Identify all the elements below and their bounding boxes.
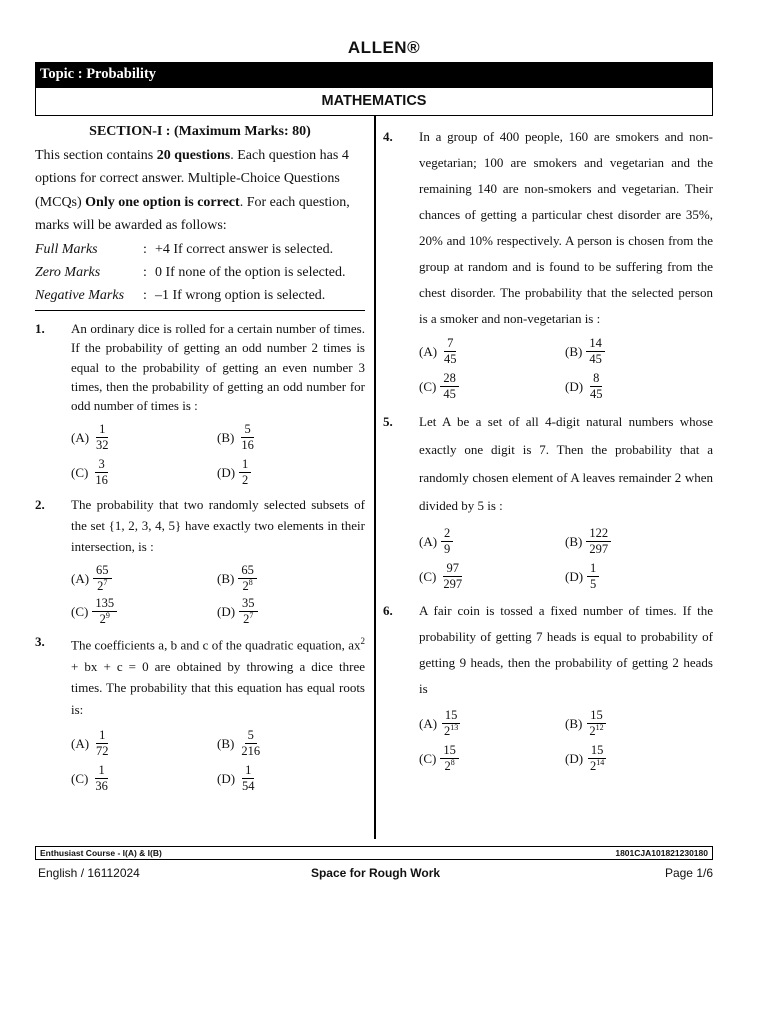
- base: 2: [242, 578, 249, 593]
- exponent: 7: [103, 577, 108, 587]
- option-label: (C): [71, 603, 89, 619]
- section-rule: [35, 310, 365, 311]
- option-a: [71, 728, 217, 759]
- option-label: (B): [217, 429, 235, 445]
- fraction: [440, 743, 459, 774]
- numerator: 1: [239, 457, 251, 473]
- option-label: (C): [71, 770, 89, 786]
- question-3: [35, 631, 365, 794]
- option-d: [565, 561, 711, 592]
- denominator: 297: [589, 542, 609, 556]
- fraction: [238, 422, 257, 453]
- course-footer: [35, 846, 713, 860]
- base: 2: [243, 611, 250, 626]
- question-number: 6.: [383, 603, 393, 618]
- option-b: [565, 336, 711, 367]
- options: [71, 563, 365, 627]
- denominator: [97, 612, 113, 627]
- option-label: (D): [565, 378, 584, 394]
- exponent: 14: [596, 757, 605, 767]
- option-c: [71, 596, 217, 627]
- option-label: (A): [419, 533, 438, 549]
- numerator: 97: [443, 561, 462, 577]
- option-d: [217, 457, 363, 488]
- option-a: [419, 526, 565, 557]
- option-a: [419, 336, 565, 367]
- option-label: (B): [217, 735, 235, 751]
- fraction: [441, 526, 453, 557]
- fraction: [586, 708, 606, 739]
- question-6: [383, 598, 713, 774]
- denominator: [94, 579, 110, 594]
- subject-title: MATHEMATICS: [35, 88, 713, 116]
- brand-logo: ALLEN®: [347, 38, 421, 57]
- options: [419, 526, 713, 592]
- option-b: [217, 728, 363, 759]
- option-a: [419, 708, 565, 739]
- question-text: Let A be a set of all 4-digit natural numbers whose exactly one digit is 7. Then the probability that a randomly chosen element of A leaves remainder 2 when divided by 5 is :: [419, 414, 713, 513]
- marks-row: [35, 261, 365, 284]
- fraction: [92, 763, 111, 794]
- fraction: [441, 708, 461, 739]
- base: 2: [590, 759, 597, 773]
- fraction: [587, 743, 607, 774]
- option-label: (A): [71, 429, 90, 445]
- denominator: [441, 724, 461, 739]
- option-row: [419, 743, 713, 774]
- denominator: 45: [444, 352, 457, 366]
- option-row: [419, 526, 713, 557]
- option-b: [565, 526, 711, 557]
- numerator: 15: [587, 708, 606, 724]
- denominator: 54: [242, 779, 255, 794]
- option-c: [71, 763, 217, 794]
- denominator: [441, 759, 457, 774]
- option-row: [419, 708, 713, 739]
- options: [419, 336, 713, 402]
- question-number: 5.: [383, 414, 393, 429]
- numerator: 5: [245, 728, 257, 744]
- marks-label: Full Marks: [35, 241, 98, 257]
- numerator: 1: [242, 763, 254, 779]
- numerator: 122: [586, 526, 611, 542]
- fraction: [238, 563, 257, 594]
- numerator: 1: [587, 561, 599, 577]
- denominator: 32: [96, 437, 109, 452]
- option-label: (C): [419, 568, 437, 584]
- option-label: (A): [419, 715, 438, 731]
- rough-work-label: Space for Rough Work: [310, 866, 441, 880]
- question-text: [71, 631, 365, 720]
- denominator: [587, 759, 607, 774]
- option-label: (D): [217, 464, 236, 480]
- option-c: [419, 561, 565, 592]
- column-divider: [374, 116, 376, 839]
- marks-row: [35, 284, 365, 307]
- exponent: 7: [249, 610, 254, 620]
- numerator: 1: [95, 763, 107, 779]
- question-number: 1.: [35, 320, 45, 336]
- denominator: [586, 724, 606, 739]
- fraction: [587, 371, 606, 402]
- denominator: 45: [590, 387, 603, 401]
- intro-bold: Only one option is correct: [85, 194, 240, 210]
- question-number: 2.: [35, 496, 45, 512]
- numerator: 1: [96, 728, 108, 744]
- denominator: 45: [589, 352, 602, 366]
- option-label: (B): [565, 715, 583, 731]
- option-label: (C): [419, 378, 437, 394]
- option-row: [71, 763, 365, 794]
- option-label: (B): [565, 533, 583, 549]
- option-row: [71, 563, 365, 594]
- option-row: [419, 561, 713, 592]
- fraction: [238, 728, 263, 759]
- numerator: 15: [442, 708, 461, 724]
- marks-colon: :: [143, 241, 147, 257]
- denominator: 16: [95, 472, 108, 487]
- fraction: [239, 596, 258, 627]
- option-a: [71, 422, 217, 453]
- paper-code: 1801CJA101821230180: [615, 848, 708, 858]
- intro-text: . Each question has 4 options for correct answer. Multiple-Choice Questions (MCQs): [35, 148, 349, 210]
- numerator: 28: [440, 371, 459, 387]
- right-column: [383, 116, 713, 774]
- question-number: 4.: [383, 129, 393, 144]
- intro-text: . For each question, marks will be awarded as follows:: [35, 194, 350, 234]
- options: [71, 422, 365, 488]
- numerator: 35: [239, 596, 258, 612]
- topic-bar: Topic : Probability: [35, 62, 713, 88]
- language-date: English / 16112024: [38, 866, 140, 880]
- option-d: [217, 596, 363, 627]
- fraction: [586, 336, 605, 367]
- base: 2: [97, 578, 104, 593]
- base: 2: [444, 724, 451, 738]
- fraction: [587, 561, 599, 592]
- option-label: (D): [217, 603, 236, 619]
- fraction: [93, 422, 112, 453]
- marks-text: +4 If correct answer is selected.: [155, 241, 334, 257]
- numerator: 5: [241, 422, 253, 438]
- denominator: 16: [241, 437, 254, 452]
- fraction: [93, 563, 112, 594]
- fraction: [239, 457, 251, 488]
- exponent: 13: [450, 722, 459, 732]
- option-label: (B): [565, 343, 583, 359]
- option-label: (A): [71, 570, 90, 586]
- denominator: [239, 579, 255, 594]
- option-row: [71, 728, 365, 759]
- numerator: 15: [440, 743, 459, 759]
- option-row: [419, 371, 713, 402]
- numerator: 8: [590, 371, 602, 387]
- numerator: 7: [444, 336, 456, 352]
- option-b: [565, 708, 711, 739]
- page-number: Page 1/6: [664, 866, 713, 880]
- numerator: 65: [93, 563, 112, 579]
- question-text-part: + bx + c = 0 are obtained by throwing a dice three times. The probability that this equation has equal roots is:: [71, 658, 365, 717]
- question-text: The probability that two randomly selected subsets of the set {1, 2, 3, 4, 5} have exactly two elements in their intersection, is :: [71, 496, 365, 554]
- section-title: SECTION-I : (Maximum Marks: 80): [89, 124, 311, 139]
- denominator: 297: [443, 577, 463, 591]
- exponent: 8: [248, 577, 253, 587]
- denominator: 5: [590, 577, 597, 591]
- option-label: (A): [419, 343, 438, 359]
- superscript: 2: [360, 635, 365, 646]
- options: [419, 708, 713, 774]
- option-c: [71, 457, 217, 488]
- fraction: [92, 596, 117, 627]
- option-b: [217, 422, 363, 453]
- marks-colon: :: [143, 265, 147, 281]
- fraction: [441, 336, 460, 367]
- option-a: [71, 563, 217, 594]
- question-1: [35, 319, 365, 488]
- option-d: [565, 371, 711, 402]
- marks-label: Negative Marks: [35, 288, 125, 304]
- numerator: 2: [441, 526, 453, 542]
- denominator: 216: [241, 744, 261, 759]
- option-label: (D): [565, 750, 584, 766]
- question-5: [383, 408, 713, 592]
- denominator: 36: [95, 779, 108, 794]
- question-text-part: The coefficients a, b and c of the quadratic equation, ax: [71, 637, 361, 653]
- question-text: In a group of 400 people, 160 are smokers and non-vegetarian; 100 are smokers and vegetarian and the remaining 140 are non-smokers and vegetarian. Their chances of getting a particular chest disorder are 35%, 20% and 10% respectively. A person is chosen from the group at random and is found to be suffering from the chest disorder. The probability that the selected person is a smoker and non-vegetarian is :: [419, 129, 713, 326]
- denominator: 45: [443, 387, 456, 401]
- option-d: [565, 743, 711, 774]
- base: 2: [589, 724, 596, 738]
- denominator: 9: [444, 542, 451, 556]
- denominator: 2: [242, 472, 249, 487]
- exponent: 8: [450, 757, 455, 767]
- intro-text: This section contains: [35, 148, 157, 163]
- option-b: [217, 563, 363, 594]
- base: 2: [99, 611, 106, 626]
- base: 2: [444, 759, 451, 773]
- numerator: 1: [96, 422, 108, 438]
- left-column: [35, 116, 365, 794]
- option-c: [419, 371, 565, 402]
- option-row: [71, 457, 365, 488]
- option-label: (C): [71, 464, 89, 480]
- denominator: 72: [96, 744, 109, 759]
- marks-text: –1 If wrong option is selected.: [155, 288, 326, 304]
- option-label: (B): [217, 570, 235, 586]
- option-label: (D): [565, 568, 584, 584]
- numerator: 15: [588, 743, 607, 759]
- exponent: 9: [105, 610, 110, 620]
- exponent: 12: [595, 722, 604, 732]
- fraction: [93, 728, 112, 759]
- option-label: (C): [419, 750, 437, 766]
- marks-text: 0 If none of the option is selected.: [155, 265, 346, 281]
- numerator: 3: [95, 457, 107, 473]
- question-4: [383, 124, 713, 402]
- numerator: 65: [238, 563, 257, 579]
- denominator: [240, 612, 256, 627]
- option-label: (D): [217, 770, 236, 786]
- fraction: [440, 371, 459, 402]
- option-row: [71, 422, 365, 453]
- marks-colon: :: [143, 288, 147, 304]
- course-name: Enthusiast Course - I(A) & I(B): [40, 848, 162, 858]
- option-c: [419, 743, 565, 774]
- numerator: 135: [92, 596, 117, 612]
- options: [71, 728, 365, 794]
- fraction: [92, 457, 111, 488]
- fraction: [440, 561, 465, 592]
- fraction: [239, 763, 258, 794]
- question-text: A fair coin is tossed a fixed number of times. If the probability of getting 7 heads is equal to probability of getting 9 heads, then the probability of getting 2 heads is: [419, 603, 713, 696]
- option-d: [217, 763, 363, 794]
- numerator: 14: [586, 336, 605, 352]
- question-2: [35, 494, 365, 627]
- section-intro: [35, 144, 365, 238]
- option-row: [71, 596, 365, 627]
- question-number: 3.: [35, 633, 45, 649]
- option-label: (A): [71, 735, 90, 751]
- marks-row: [35, 238, 365, 261]
- intro-bold: 20 questions: [156, 148, 231, 163]
- fraction: [586, 526, 611, 557]
- marks-label: Zero Marks: [35, 265, 101, 281]
- option-row: [419, 336, 713, 367]
- question-text: An ordinary dice is rolled for a certain number of times. If the probability of getting an odd number 2 times is equal to the probability of getting an even number 3 times, then the probability of getting an odd number for odd number of times is :: [71, 320, 365, 414]
